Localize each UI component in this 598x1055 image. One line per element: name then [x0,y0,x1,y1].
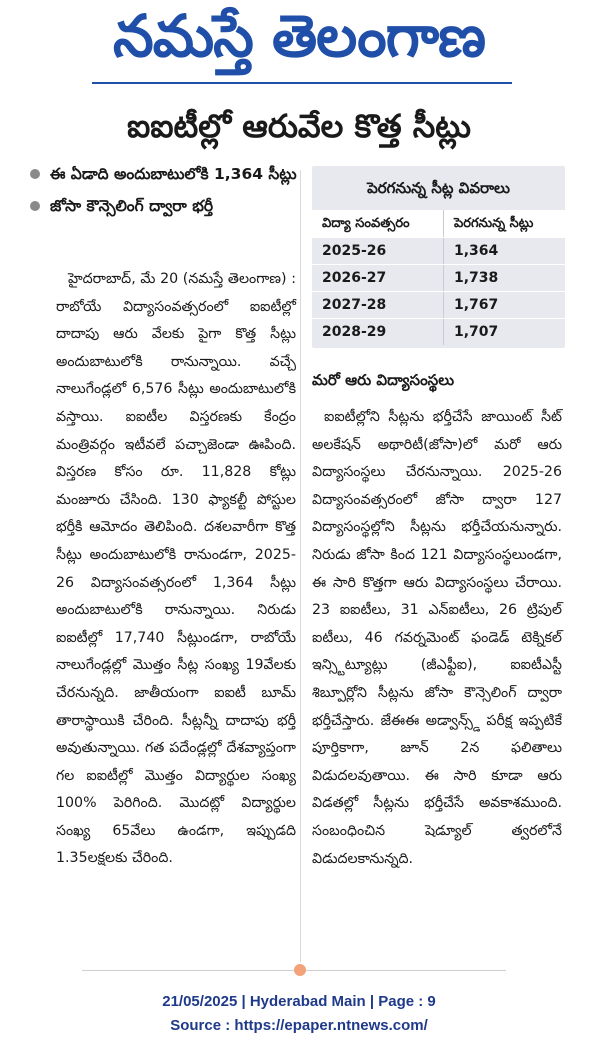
article-highlights [30,158,298,222]
article-headline: ఐఐటీల్లో ఆరువేల కొత్త సీట్లు [127,107,471,145]
masthead-divider [92,82,512,84]
table-cell-year: 2026-27 [312,265,444,291]
footer-source: Source : https://epaper.ntnews.com/ [170,1017,428,1034]
footer-date-edition: 21/05/2025 | Hyderabad Main | Page : 9 [162,993,436,1010]
newspaper-masthead: నమస్తే తెలంగాణ [113,1,485,70]
table-cell-seats: 1,738 [454,270,499,286]
table-header-year: విద్యా సంవత్సరం [312,210,444,237]
table-header-seats: పెరగనున్న సీట్లు [454,216,534,231]
table-header-row [312,210,565,237]
bullet-icon [30,201,40,211]
article-body-right: ఐఐటీల్లోని సీట్లను భర్తీచేసే జాయింట్ సీట్ అలకేషన్ అథారిటీ(జోసా)లో మరో ఆరు విద్యాసంస్థలు చేరనున్నాయి. 2025-26 విద్యాసంవత్సరంలో జోసా ద్వారా 127 విద్యాసంస్థల్లోని సీట్లను భర్తీచేయనున్నారు. నిరుడు జోసా కింద 121 విద్యాసంస్థలుండగా, ఈ సారి కొత్తగా ఆరు విద్యాసంస్థలు చేరాయి. 23 ఐఐటీలు, 31 ఎన్ఐటీలు, 26 ట్రిపుల్ ఐటీలు, 46 గవర్నమెంట్ ఫండెడ్ టెక్నికల్ ఇన్స్టిట్యూట్లు (జీఎఫ్టీఐ), ఐఐటీఎస్టీ శిబ్పూర్లోని సీట్లను జోసా కౌన్సెలింగ్ ద్వారా భర్తీచేస్తారు. జేఈఈ అడ్వాన్స్డ్ పరీక్ష ఇప్పటికే పూర్తికాగా, జూన్ 2న ఫలితాలు విడుదలవుతాయి. ఈ సారి కూడా ఆరు విడతల్లో సీట్లను భర్తీచేసే అవకాశముంది. సంబంధించిన షెడ్యూల్ త్వరలోనే విడుదలకానున్నది. [312,409,562,867]
table-cell-year: 2025-26 [312,238,444,264]
table-cell-year: 2028-29 [312,319,444,345]
table-title: పెరగనున్న సీట్ల వివరాలు [367,179,510,197]
highlight-text: జోసా కౌన్సెలింగ్ ద్వారా భర్తీ [50,197,214,215]
highlight-item [30,190,298,222]
table-row [312,237,565,264]
highlight-item [30,158,298,190]
table-cell-year: 2027-28 [312,292,444,318]
section-subheading: మరో ఆరు విద్యాసంస్థలు [312,371,455,389]
footer-ornament-icon [294,964,306,976]
table-row [312,318,565,345]
table-cell-seats: 1,707 [454,324,499,340]
table-row [312,264,565,291]
column-divider [300,170,301,962]
seat-increase-table [312,166,565,348]
article-body-left: హైదరాబాద్, మే 20 (నమస్తే తెలంగాణ) : రాబోయే విద్యాసంవత్సరంలో ఐఐటీల్లో దాదాపు ఆరు వేలకు పైగా కొత్త సీట్లు అందుబాటులోకి రానున్నాయి. వచ్చే నాలుగేండ్లలో 6,576 సీట్లు అందుబాటులోకి వస్తాయి. ఐఐటీల విస్తరణకు కేంద్రం మంత్రివర్గం ఇటీవలే పచ్చాజెండా ఊపింది. విస్తరణ కోసం రూ. 11,828 కోట్లు మంజూరు చేసింది. 130 ఫ్యాకల్టీ పోస్టుల భర్తీకి ఆమోదం తెలిపింది. దశలవారీగా కొత్త సీట్లు అందుబాటులోకి రానుండగా, 2025-26 విద్యాసంవత్సరంలో 1,364 సీట్లు అందుబాటులోకి రానున్నాయి. నిరుడు ఐఐటీల్లో 17,740 సీట్లుండగా, రాబోయే నాలుగేండ్లల్లో మొత్తం సీట్ల సంఖ్య 19వేలకు చేరనున్నది. జాతీయంగా ఐఐటీ బూమ్ తారాస్థాయికి చేరింది. సీట్లన్నీ దాదాపు భర్తీ అవుతున్నాయి. గత పదేండ్లల్లో దేశవ్యాప్తంగా గల ఐఐటీల్లో మొత్తం విద్యార్థుల సంఖ్య 100% పెరిగింది. మొదట్లో విద్యార్థుల సంఖ్య 65వేలు ఉండగా, ఇప్పుడది 1.35లక్షలకు చేరింది. [56,271,296,867]
table-row [312,291,565,318]
table-cell-seats: 1,767 [454,297,499,313]
highlight-text: ఈ ఏడాది అందుబాటులోకి 1,364 సీట్లు [50,165,297,183]
table-cell-seats: 1,364 [454,243,499,259]
bullet-icon [30,169,40,179]
